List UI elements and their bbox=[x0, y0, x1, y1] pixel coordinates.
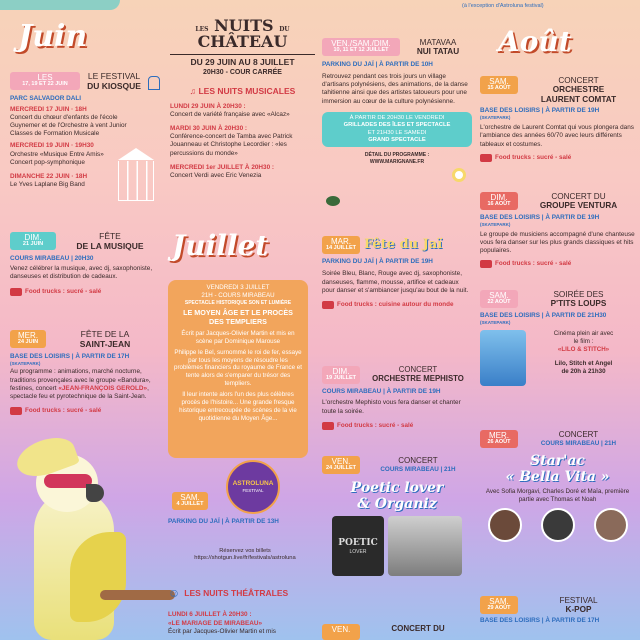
month-title-juin: Juin bbox=[18, 19, 88, 54]
date-badge: SAM. 29 AOÛT bbox=[480, 596, 518, 614]
food-truck-icon bbox=[480, 154, 492, 162]
event-starac bbox=[480, 430, 635, 542]
event-desc: Le groupe de musiciens accompagné d'une chanteuse vous fera danser sur les plus grands classiques et hits populaires. bbox=[480, 230, 635, 255]
event-poetic-lover bbox=[322, 456, 472, 576]
event-title: CONCERT COURS MIRABEAU | 21H bbox=[380, 456, 456, 474]
event-venue: COURS MIRABEAU | 20H30 bbox=[10, 254, 94, 262]
nuits-chateau-title: LES NUITS DU CHÂTEAU bbox=[195, 16, 290, 51]
event-matavaa bbox=[322, 38, 472, 165]
program-desc: Concert de variété française avec «Alcaz» bbox=[170, 110, 290, 118]
starac-title: Star'ac « Bella Vita » bbox=[505, 453, 610, 486]
spectacle-place: 21H - COURS MIRABEAU bbox=[201, 291, 275, 299]
poetic-photos bbox=[322, 516, 472, 576]
date-badge: VEN./SAM./DIM. 10, 11 ET 12 JUILLET bbox=[322, 38, 400, 56]
food-trucks: Food trucks : sucré - salé bbox=[480, 154, 635, 162]
event-venue: COURS MIRABEAU | À PARTIR DE 19H bbox=[322, 388, 441, 396]
event-desc: Retrouvez pendant ces trois jours un village d'artisans polynésiens, des animations, de la danse tahitienne ainsi que des artistes tatoueurs pour une immersion au cœur de la culture polynésienne. bbox=[322, 73, 468, 105]
nuits-chateau-dates: DU 29 JUIN AU 8 JUILLET bbox=[170, 54, 315, 68]
theater-masks-icon: ☺ bbox=[168, 586, 181, 600]
event-title: SOIRÉE DES P'TITS LOUPS bbox=[550, 290, 607, 309]
astroluna-logo: ASTROLUNA FESTIVAL bbox=[226, 460, 280, 514]
program-desc: Orchestre «Musique Entre Amis» Concert pop-symphonique bbox=[10, 150, 104, 166]
event-mephisto bbox=[322, 366, 472, 430]
program-when: MERCREDI 19 JUIN · 19H30 bbox=[10, 142, 94, 150]
program-desc: Écrit par Jacques-Olivier Martin et mis bbox=[168, 627, 276, 635]
gazebo-illustration bbox=[118, 148, 154, 204]
program-when: MERCREDI 1er JUILLET À 20H30 : bbox=[170, 163, 275, 171]
food-truck-icon bbox=[480, 260, 492, 268]
program-desc: Concert du chœur d'enfants de l'école Guynemer et de l'Orchestre à vent Junior Classes de Formation Musicale bbox=[10, 113, 127, 138]
event-title: CONCERT DU GROUPE VENTURA bbox=[539, 192, 618, 211]
matavaa-evening-box: À PARTIR DE 20H30 LE VENDREDI GRILLADES DES ÎLES ET SPECTACLE ET 21H30 LE SAMEDI GRAND SPECTACLE bbox=[322, 112, 472, 148]
event-ptits-loups bbox=[480, 290, 635, 386]
date-badge: MER. 24 JUIN bbox=[10, 330, 46, 348]
event-venue-sub: (SKATEPARK) bbox=[480, 320, 511, 326]
event-ventura bbox=[480, 192, 635, 268]
event-title: FÊTE DE LA MUSIQUE bbox=[76, 231, 144, 251]
nuits-chateau-time: 20H30 - COUR CARRÉE bbox=[203, 68, 282, 76]
date-badge: DIM. 19 JUILLET bbox=[322, 366, 360, 384]
top-decoration bbox=[0, 0, 120, 10]
starac-photos bbox=[480, 508, 635, 542]
event-venue-sub: (SKATEPARK) bbox=[10, 360, 41, 366]
event-title: CONCERT DU bbox=[391, 624, 445, 633]
date-badge: VEN. 24 JUILLET bbox=[322, 456, 360, 474]
event-venue-sub: (SKATEPARK) bbox=[480, 115, 511, 121]
event-title: LE FESTIVAL DU KIOSQUE bbox=[87, 71, 141, 91]
date-badge: VEN. bbox=[322, 624, 360, 640]
month-title-juillet: Juillet bbox=[172, 229, 269, 262]
event-title: CONCERT ORCHESTRE LAURENT COMTAT bbox=[540, 76, 617, 104]
tickets-link[interactable]: https://shotgun.live/fr/festivals/astroluna bbox=[194, 555, 296, 562]
spectacle-date: VENDREDI 3 JUILLET bbox=[206, 284, 270, 291]
event-venue-sub: (SKATEPARK) bbox=[480, 222, 511, 228]
event-comtat bbox=[480, 76, 635, 162]
food-truck-icon bbox=[10, 407, 22, 415]
turtle-icon bbox=[326, 196, 340, 206]
stitch-poster bbox=[480, 330, 526, 386]
organiz-photo bbox=[388, 516, 462, 576]
event-title: CONCERT COURS MIRABEAU | 21H bbox=[540, 430, 617, 448]
event-desc: Soirée Bleu, Blanc, Rouge avec dj, saxophoniste, danseuses, flamme, mousse, artifice et cadeaux pour danser et s'ambiancer jusqu'au bout de la nuit. bbox=[322, 270, 469, 294]
event-venue: PARKING DU JAÏ | À PARTIR DE 10H bbox=[322, 60, 433, 68]
header-note: (à l'exception d'Astroluna festival) bbox=[462, 3, 544, 9]
program-when: MERCREDI 17 JUIN · 18H bbox=[10, 105, 87, 113]
event-desc: L'orchestre Mephisto vous fera danser et chanter toute la soirée. bbox=[322, 399, 461, 415]
event-venue: BASE DES LOISIRS | À PARTIR DE 19H bbox=[480, 107, 600, 115]
poetic-lover-photo: POETIC LOVER bbox=[332, 516, 384, 576]
event-title: Fête du Jaï bbox=[364, 236, 443, 252]
spectacle-credits: Écrit par Jacques-Olivier Martin et mis en scène par Dominique Marouse bbox=[181, 329, 295, 345]
event-last-juillet bbox=[322, 624, 472, 640]
event-venue: BASE DES LOISIRS | À PARTIR DE 17H bbox=[480, 616, 600, 624]
program-desc: Concert Verdi avec Eric Venezia bbox=[170, 172, 262, 180]
event-fete-musique bbox=[10, 232, 160, 296]
event-kpop bbox=[480, 596, 635, 625]
event-desc: Avec Sofia Morgavi, Charles Doré et Maïa, première partie avec Thomas et Noah bbox=[485, 488, 630, 504]
food-truck-icon bbox=[10, 288, 22, 296]
event-venue: BASE DES LOISIRS | À PARTIR DE 21H30 bbox=[480, 311, 607, 319]
food-trucks: Food trucks : sucré - salé bbox=[322, 422, 472, 430]
parrot-illustration bbox=[0, 440, 175, 640]
artist-photo bbox=[488, 508, 522, 542]
matavaa-detail: DÉTAIL DU PROGRAMME : WWW.MARIGNANE.FR bbox=[322, 152, 472, 165]
program-desc: Conférence-concert de Tamba avec Patrick Jouanneau et Christophe Lecordier : «les percussions du monde» bbox=[170, 133, 293, 157]
flower-icon bbox=[452, 168, 466, 182]
date-badge: MER. 26 AOÛT bbox=[480, 430, 518, 448]
program-title: «LE MARIAGE DE MIRABEAU» bbox=[168, 619, 263, 627]
food-trucks: Food trucks : sucré - salé bbox=[10, 407, 160, 415]
artist-photo bbox=[541, 508, 575, 542]
program-when: DIMANCHE 22 JUIN · 18H bbox=[10, 173, 88, 181]
kiosk-icon bbox=[148, 76, 160, 90]
event-venue: BASE DES LOISIRS | À PARTIR DE 17H bbox=[10, 352, 130, 360]
date-badge: LES 17, 19 ET 22 JUIN bbox=[10, 72, 80, 90]
program-desc: Le Yves Laplane Big Band bbox=[10, 181, 85, 189]
spectacle-desc: Philippe le Bel, surnommé le roi de fer, essaye par tous les moyens de résoudre les problèmes financiers du royaume de France et tente alors de s'emparer du trésor des templiers. bbox=[174, 348, 302, 388]
food-truck-icon bbox=[322, 422, 334, 430]
spectacle-desc-2: Il leur intente alors l'un des plus célèbres procès de l'histoire... Une grande fresque historique entrecoupée de scènes de la vie quotidienne du Moyen Âge... bbox=[179, 391, 297, 423]
food-trucks: Food trucks : cuisine autour du monde bbox=[322, 301, 472, 309]
musicales-program bbox=[170, 103, 315, 181]
food-trucks: Food trucks : sucré - salé bbox=[480, 260, 635, 268]
cinema-info: Cinéma plein air avec le film : «LILO & STITCH» Lilo, Stitch et Angel de 20h à 21h30 bbox=[553, 329, 614, 375]
astroluna-tickets: Réservez vos billets https://shotgun.live/fr/festivals/astroluna bbox=[180, 548, 310, 563]
event-venue: PARKING DU JAÏ | À PARTIR DE 19H bbox=[322, 258, 433, 266]
spectacle-title: LE MOYEN ÂGE ET LE PROCÈS bbox=[183, 308, 293, 318]
date-badge: SAM. 22 AOÛT bbox=[480, 290, 518, 308]
program-when: LUNDI 29 JUIN À 20H30 : bbox=[170, 102, 246, 110]
event-venue: BASE DES LOISIRS | À PARTIR DE 19H bbox=[480, 213, 600, 221]
program-when: MARDI 30 JUIN À 20H30 : bbox=[170, 125, 248, 133]
date-badge: SAM. 15 AOÛT bbox=[480, 76, 518, 94]
date-badge: MAR. 14 JUILLET bbox=[322, 236, 360, 254]
musicales-heading: ♫ LES NUITS MUSICALES bbox=[189, 85, 296, 96]
event-fete-jai bbox=[322, 236, 472, 309]
poetic-title: Poetic lover & Organiz bbox=[350, 480, 444, 513]
nuits-chateau bbox=[170, 18, 315, 180]
date-badge: DIM. 16 AOÛT bbox=[480, 192, 518, 210]
event-saint-jean bbox=[10, 330, 160, 415]
masks-icon: ♫ bbox=[189, 85, 199, 96]
event-title: FESTIVAL K-POP bbox=[559, 596, 598, 615]
spectacle-templiers bbox=[168, 280, 308, 458]
astroluna-date-badge: SAM. 4 JUILLET bbox=[172, 492, 208, 510]
program-when: LUNDI 6 JUILLET À 20H30 : bbox=[168, 611, 252, 619]
event-title: FÊTE DE LA SAINT-JEAN bbox=[79, 329, 131, 349]
food-truck-icon bbox=[322, 301, 334, 309]
spectacle-title-2: DES TEMPLIERS bbox=[209, 317, 267, 327]
event-desc: L'orchestre de Laurent Comtat qui vous plongera dans l'ambiance des années 60/70 avec leurs différents tableaux et costumes. bbox=[480, 124, 634, 148]
month-title-aout: Août bbox=[498, 25, 572, 58]
astroluna-venue: PARKING DU JAÏ | À PARTIR DE 13H bbox=[168, 518, 279, 525]
nuits-theatrales: ☺ LES NUITS THÉÂTRALES LUNDI 6 JUILLET À 20H30 : «LE MARIAGE DE MIRABEAU» Écrit par Jacques-Olivier Martin et mis bbox=[168, 586, 313, 636]
date-badge: DIM. 21 JUIN bbox=[10, 232, 56, 250]
event-venue: PARC SALVADOR DALI bbox=[10, 94, 82, 102]
website-link[interactable]: WWW.MARIGNANE.FR bbox=[369, 158, 425, 165]
artist-photo bbox=[594, 508, 628, 542]
event-title: MATAVAA NUI TATAU bbox=[416, 38, 460, 57]
event-desc: Au programme : animations, marché nocturne, traditions provençales avec le groupe «Bandura», festines, concert «JEAN-FRANÇOIS GEROLD», spectacle feu et pyrotechnique de la Saint-Jean. bbox=[10, 368, 151, 401]
spectacle-type: SPECTACLE HISTORIQUE SON ET LUMIÈRE bbox=[184, 299, 292, 306]
food-trucks: Food trucks : sucré - salé bbox=[10, 288, 160, 296]
event-title: CONCERT ORCHESTRE MEPHISTO bbox=[372, 365, 464, 383]
event-desc: Venez célébrer la musique, avec dj, saxophoniste, danseuses et distribution de cadeaux. bbox=[10, 264, 153, 280]
